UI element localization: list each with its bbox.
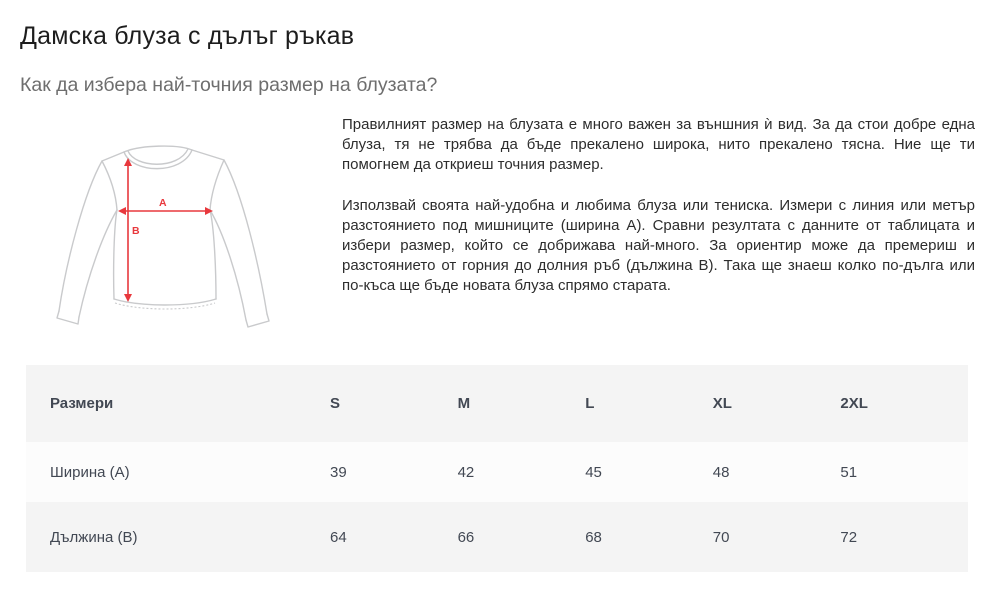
length-arrow xyxy=(124,158,140,302)
page-subtitle: Как да избера най-точния размер на блузата? xyxy=(20,74,438,96)
table-row-length xyxy=(26,502,968,572)
page-header xyxy=(0,0,994,97)
page-title: Дамска блуза с дълъг ръкав xyxy=(20,22,355,50)
blouse-illustration xyxy=(40,115,320,355)
length-value-s: 64 xyxy=(330,528,347,546)
size-table-header-xl: XL xyxy=(712,395,732,412)
width-value-s: 39 xyxy=(330,463,347,481)
intro-paragraph-1: Правилният размер на блузата е много важен за външния ѝ вид. За да стои добре една блуза, тя не трябва да бъде прекалено широка, нито прекалено тясна. Ние ще ти помогнем да откриеш точния размер. xyxy=(342,116,975,173)
size-guide-section xyxy=(0,115,994,355)
width-value-xl: 48 xyxy=(712,463,730,481)
size-table xyxy=(26,365,968,572)
row-label-length: Дължина (B) xyxy=(50,528,138,546)
size-table-header-row xyxy=(26,365,968,442)
width-arrow xyxy=(118,197,213,215)
length-value-xl: 70 xyxy=(712,528,730,546)
width-label: A xyxy=(159,197,167,209)
width-value-m: 42 xyxy=(457,463,475,481)
size-table-header-l: L xyxy=(585,395,595,412)
blouse-outline-drawing xyxy=(57,146,269,327)
row-label-width: Ширина (A) xyxy=(50,463,130,481)
intro-paragraph-2: Използвай своята най-удобна и любима блуза или тениска. Измери с линия или метър разстоянието под мишниците (ширина A). Сравни резултата с данните от таблицата и избери размер, който се добрижава най-много. За ориентир може да премериш и разстоянието от горния до долния ръб (дължина B). Така ще знаеш колко по-дълга или по-къса ще бъде новата блуза спрямо старата. xyxy=(342,197,975,294)
size-table-header-s: S xyxy=(330,395,341,412)
length-value-m: 66 xyxy=(457,528,475,546)
length-value-l: 68 xyxy=(585,528,602,546)
size-table-header-m: M xyxy=(457,395,471,412)
guide-text xyxy=(342,115,975,355)
width-value-l: 45 xyxy=(585,463,602,481)
size-table-header-2xl: 2XL xyxy=(840,395,868,412)
length-value-2xl: 72 xyxy=(840,528,858,546)
size-table-header-sizes: Размери xyxy=(50,395,114,412)
table-row-width xyxy=(26,442,968,502)
width-value-2xl: 51 xyxy=(840,463,858,481)
blouse-measurement-diagram xyxy=(40,115,320,355)
length-label: B xyxy=(132,225,140,237)
